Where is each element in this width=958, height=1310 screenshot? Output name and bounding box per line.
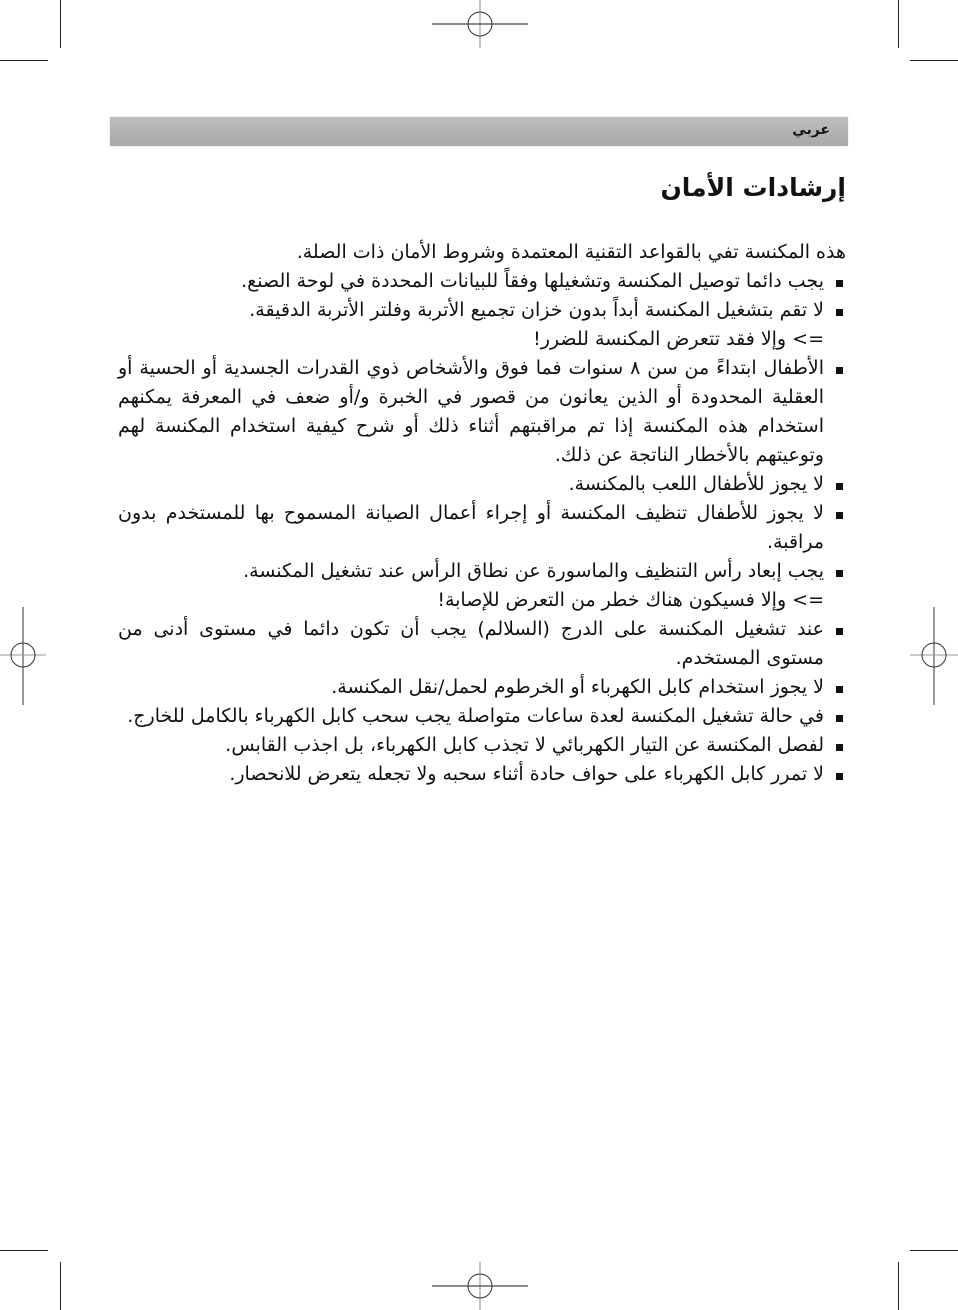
safety-instructions-section xyxy=(118,170,846,789)
crop-mark-icon xyxy=(0,60,48,61)
square-bullet-icon xyxy=(836,367,843,374)
list-item-text: لا يجوز للأطفال تنظيف المكنسة أو إجراء أعمال الصيانة المسموح بها للمستخدم بدون مراقبة. xyxy=(118,502,824,553)
registration-mark-icon xyxy=(430,1262,530,1310)
square-bullet-icon xyxy=(836,744,843,751)
warning-note: => وإلا فسيكون هناك خطر من التعرض للإصابة! xyxy=(437,589,824,611)
list-item xyxy=(118,760,846,789)
list-item-text: عند تشغيل المكنسة على الدرج (السلالم) يجب أن تكون دائما في مستوى أدنى من مستوى المستخدم. xyxy=(118,618,824,669)
intro-paragraph: هذه المكنسة تفي بالقواعد التقنية المعتمدة وشروط الأمان ذات الصلة. xyxy=(296,241,846,263)
square-bullet-icon xyxy=(836,570,843,577)
warning-note: => وإلا فقد تتعرض المكنسة للضرر! xyxy=(533,328,824,350)
list-item-text: يجب إبعاد رأس التنظيف والماسورة عن نطاق الرأس عند تشغيل المكنسة. xyxy=(243,560,824,582)
registration-mark-icon xyxy=(0,607,48,705)
list-item xyxy=(118,615,846,673)
list-item-text: لا تقم بتشغيل المكنسة أبداً بدون خزان تجميع الأتربة وفلتر الأتربة الدقيقة. xyxy=(249,299,824,321)
list-item xyxy=(118,354,846,470)
square-bullet-icon xyxy=(836,773,843,780)
list-item xyxy=(118,702,846,731)
list-item xyxy=(118,731,846,760)
square-bullet-icon xyxy=(836,628,843,635)
crop-mark-icon xyxy=(910,60,958,61)
language-header-bar xyxy=(110,117,848,146)
crop-mark-icon xyxy=(60,0,61,48)
crop-mark-icon xyxy=(910,1250,958,1251)
square-bullet-icon xyxy=(836,512,843,519)
list-item-text: يجب دائما توصيل المكنسة وتشغيلها وفقاً للبيانات المحددة في لوحة الصنع. xyxy=(241,270,824,292)
list-item xyxy=(118,296,846,354)
square-bullet-icon xyxy=(836,309,843,316)
square-bullet-icon xyxy=(836,280,843,287)
registration-mark-icon xyxy=(910,607,958,705)
crop-mark-icon xyxy=(898,0,899,48)
list-item xyxy=(118,673,846,702)
crop-mark-icon xyxy=(898,1262,899,1310)
language-label: عربي xyxy=(792,122,830,138)
square-bullet-icon xyxy=(836,715,843,722)
list-item xyxy=(118,499,846,557)
list-item-text: لا تمرر كابل الكهرباء على حواف حادة أثناء سحبه ولا تجعله يتعرض للانحصار. xyxy=(229,763,824,785)
crop-mark-icon xyxy=(0,1250,48,1251)
list-item xyxy=(118,557,846,615)
square-bullet-icon xyxy=(836,686,843,693)
list-item-text: لا يجوز للأطفال اللعب بالمكنسة. xyxy=(568,473,824,495)
list-item-text: الأطفال ابتداءً من سن ٨ سنوات فما فوق والأشخاص ذوي القدرات الجسدية أو الحسية أو العقلية المحدودة أو الذين يعانون من قصور في الخبرة و/أو ضعف في المعرفة يمكنهم استخدام هذه المكنسة إذا تم مراقبتهم أثناء ذلك أو شرح كيفية استخدام المكنسة لهم وتوعيتهم بالأخطار الناتجة عن ذلك. xyxy=(118,357,824,466)
list-item-text: لا يجوز استخدام كابل الكهرباء أو الخرطوم لحمل/نقل المكنسة. xyxy=(331,676,824,698)
square-bullet-icon xyxy=(836,483,843,490)
safety-list xyxy=(118,267,846,789)
list-item-text: لفصل المكنسة عن التيار الكهربائي لا تجذب كابل الكهرباء، بل اجذب القابس. xyxy=(225,734,824,756)
registration-mark-icon xyxy=(430,0,530,50)
crop-mark-icon xyxy=(60,1262,61,1310)
list-item xyxy=(118,267,846,296)
list-item-text: في حالة تشغيل المكنسة لعدة ساعات متواصلة يجب سحب كابل الكهرباء بالكامل للخارج. xyxy=(127,705,824,727)
page-title: إرشادات الأمان xyxy=(660,173,846,202)
list-item xyxy=(118,470,846,499)
